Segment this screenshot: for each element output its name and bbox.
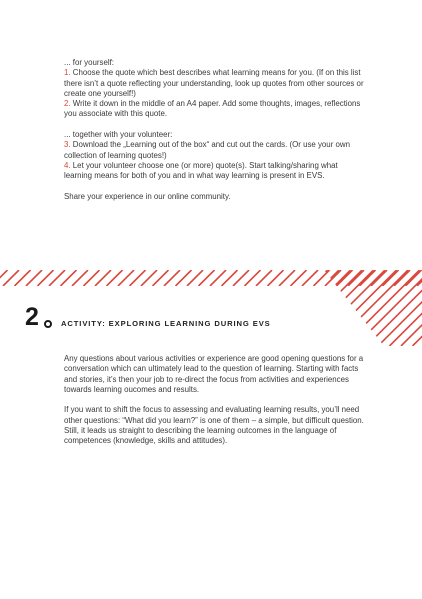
decorative-stripes [0,270,422,346]
step-2-number: 2. [64,99,71,109]
share-line: Share your experience in our online community. [64,191,231,201]
step-3-text: Download the „Learning out of the box“ and cut out the cards. (Or use your own collection of learning quotes!) [64,140,350,160]
step-1-text: Choose the quote which best describes what learning means for you. (If on this list there isn’t a quote reflecting your understanding, look up quotes from other sources or create one yourself!) [64,68,364,98]
intro-self: ... for yourself: [64,58,114,67]
step-3-number: 3. [64,140,71,150]
spacer [64,120,364,130]
stripe-line [252,270,328,346]
step-2-text: Write it down in the middle of an A4 paper. Add some thoughts, images, reflections you associate with this quote. [64,99,361,119]
stripe-line [286,270,362,346]
paragraph-1: Any questions about various activities or experience are good opening questions for a conversation which can ultimately lead to the question of learning. Starting with facts and stories, it’s then your job to re-direct the focus from activities and experiences towards learning oucomes and results. [64,354,364,394]
section-number: 2 [25,303,39,331]
section-body [64,354,364,447]
step-4 [64,161,364,182]
spacer [64,395,364,405]
step-1-number: 1. [64,68,71,78]
stripe-line [298,270,374,346]
step-4-number: 4. [64,160,71,170]
section-title: ACTIVITY: EXPLORING LEARNING DURING EVS [61,319,271,328]
step-1 [64,68,364,99]
stripe-line [240,270,316,346]
stripe-line [332,270,408,346]
stripe-line [309,270,385,346]
intro-volunteer: ... together with your volunteer: [64,130,173,140]
step-4-text: Let your volunteer choose one (or more) quote(s). Start talking/sharing what learning means for both of you and in what way learning is present in EVS. [64,160,338,181]
stripe-line [344,270,420,346]
stripe-line [321,270,397,346]
step-3 [64,140,364,161]
instructions-block [64,58,364,202]
stripe-line [275,270,351,346]
stripe-line [263,270,339,346]
section-number-dot [44,320,52,328]
paragraph-2: If you want to shift the focus to assessing and evaluating learning results, you’ll need other questions: “What did you learn?” is one of them – a simple, but difficult question. Still, it leads us straight to describing the learning outcomes in the language of competences (knowledge, skills and attitudes). [64,405,364,446]
spacer [64,182,364,192]
step-2 [64,99,364,120]
